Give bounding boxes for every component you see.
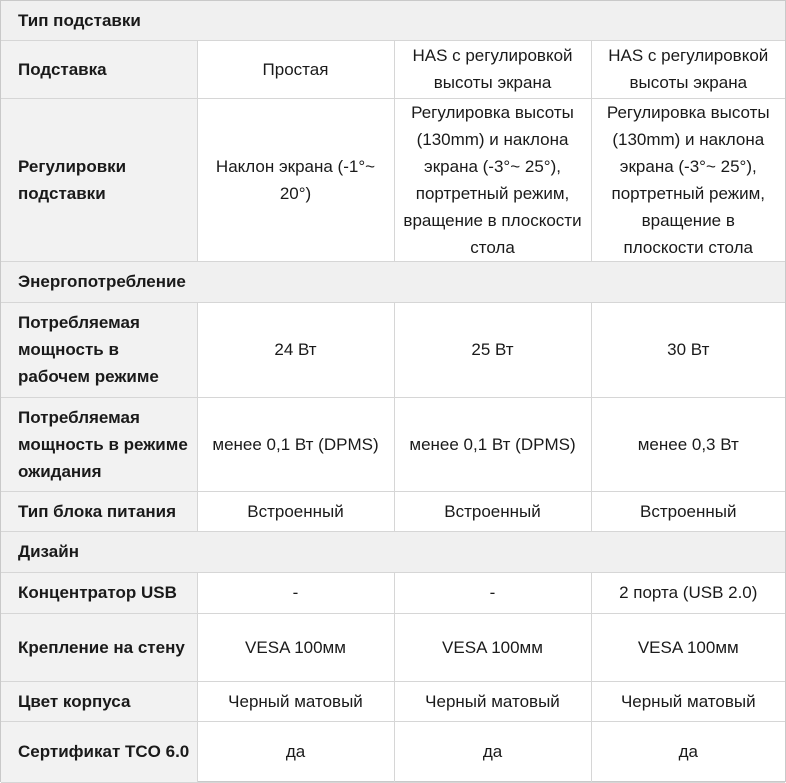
cell-value: да (197, 721, 394, 782)
cell-value: Черный матовый (394, 681, 591, 721)
cell-value: VESA 100мм (394, 613, 591, 681)
cell-value: да (394, 721, 591, 782)
cell-value: 24 Вт (197, 302, 394, 397)
section-title: Тип подставки (1, 1, 785, 40)
section-title: Дизайн (1, 531, 785, 572)
row-label: Регулировки подставки (1, 98, 197, 261)
cell-value: - (197, 572, 394, 613)
table-row (1, 98, 785, 261)
cell-value: HAS с регулировкой высоты экрана (591, 40, 785, 98)
row-label: Сертификат TCO 6.0 (1, 721, 197, 782)
cell-value: VESA 100мм (197, 613, 394, 681)
cell-value: 30 Вт (591, 302, 785, 397)
row-label: Тип блока питания (1, 491, 197, 531)
row-label: Подставка (1, 40, 197, 98)
cell-value: менее 0,3 Вт (591, 397, 785, 491)
cell-value: да (591, 721, 785, 782)
table-row (1, 397, 785, 491)
cell-value: 25 Вт (394, 302, 591, 397)
table-row (1, 302, 785, 397)
cell-value: менее 0,1 Вт (DPMS) (394, 397, 591, 491)
row-label: Цвет корпуса (1, 681, 197, 721)
cell-value: Черный матовый (197, 681, 394, 721)
table-row (1, 721, 785, 782)
row-label: Потребляемая мощность в рабочем режиме (1, 302, 197, 397)
table-row (1, 681, 785, 721)
row-label: Концентратор USB (1, 572, 197, 613)
cell-value: Встроенный (197, 491, 394, 531)
cell-value: VESA 100мм (591, 613, 785, 681)
section-header-power (1, 261, 785, 302)
table-row (1, 572, 785, 613)
cell-value: менее 0,1 Вт (DPMS) (197, 397, 394, 491)
cell-value: Регулировка высоты (130mm) и наклона экрана (-3°~ 25°), портретный режим, вращение в плоскости стола (394, 98, 591, 261)
row-label: Потребляемая мощность в режиме ожидания (1, 397, 197, 491)
row-label: Крепление на стену (1, 613, 197, 681)
section-header-stand (1, 1, 785, 40)
cell-value: HAS с регулировкой высоты экрана (394, 40, 591, 98)
cell-value: Регулировка высоты (130mm) и наклона экрана (-3°~ 25°), портретный режим, вращение в плоскости стола (591, 98, 785, 261)
section-header-design (1, 531, 785, 572)
cell-value: Наклон экрана (-1°~ 20°) (197, 98, 394, 261)
section-title: Энергопотребление (1, 261, 785, 302)
cell-value: Встроенный (394, 491, 591, 531)
table-row (1, 40, 785, 98)
cell-value: Простая (197, 40, 394, 98)
table-row (1, 491, 785, 531)
cell-value: Черный матовый (591, 681, 785, 721)
cell-value: Встроенный (591, 491, 785, 531)
table-row (1, 613, 785, 681)
spec-table (1, 1, 785, 783)
cell-value: 2 порта (USB 2.0) (591, 572, 785, 613)
cell-value: - (394, 572, 591, 613)
